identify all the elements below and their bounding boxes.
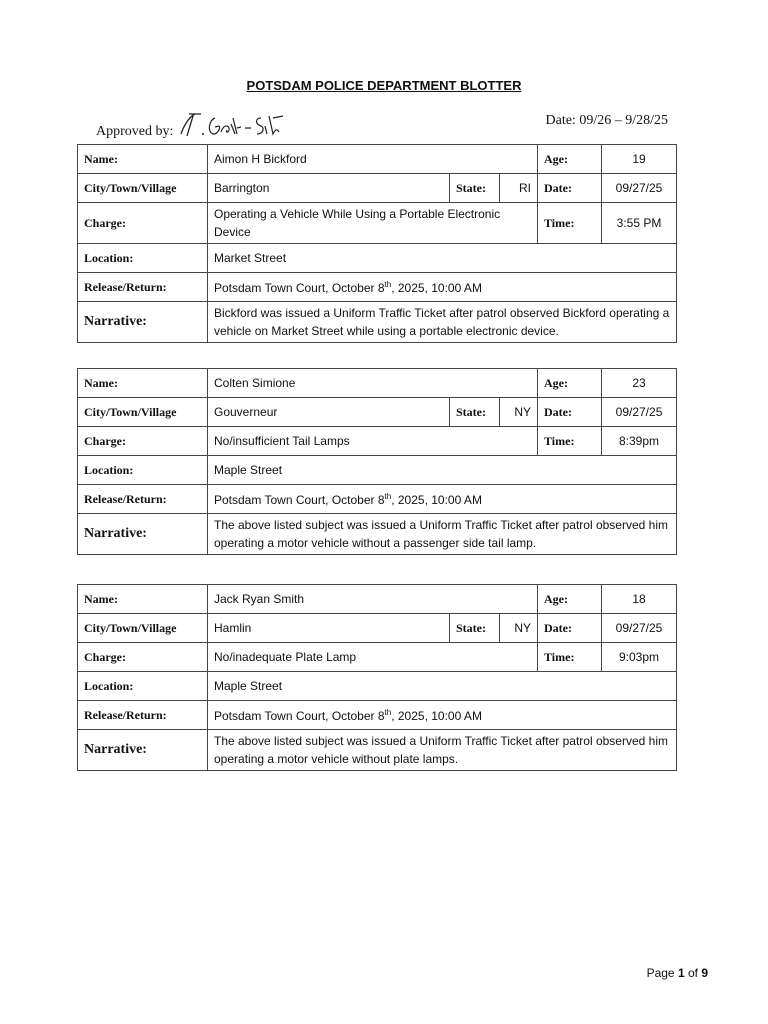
release-text-end: , 2025, 10:00 AM bbox=[391, 280, 482, 295]
date-value: 09/27/25 bbox=[602, 398, 677, 427]
state-label: State: bbox=[450, 398, 500, 427]
approved-label: Approved by: bbox=[96, 124, 174, 139]
city-value: Hamlin bbox=[208, 614, 450, 643]
release-text: Potsdam Town Court, October 8 bbox=[214, 708, 385, 723]
release-sup: th bbox=[384, 491, 392, 501]
location-value: Market Street bbox=[208, 244, 677, 273]
city-value: Gouverneur bbox=[208, 398, 450, 427]
time-label: Time: bbox=[538, 427, 602, 456]
name-label: Name: bbox=[78, 585, 208, 614]
location-label: Location: bbox=[78, 244, 208, 273]
page-current: 1 bbox=[677, 966, 685, 980]
age-value: 19 bbox=[602, 145, 677, 174]
city-value: Barrington bbox=[208, 174, 450, 203]
release-value bbox=[208, 273, 677, 302]
release-text-end: , 2025, 10:00 AM bbox=[391, 492, 482, 507]
age-label: Age: bbox=[538, 585, 602, 614]
release-label: Release/Return: bbox=[78, 273, 208, 302]
page-of: of bbox=[684, 966, 702, 980]
name-label: Name: bbox=[78, 145, 208, 174]
release-sup: th bbox=[384, 707, 392, 717]
date-value: 09/27/25 bbox=[602, 614, 677, 643]
charge-value: Operating a Vehicle While Using a Portable Electronic Device bbox=[208, 203, 538, 244]
release-text: Potsdam Town Court, October 8 bbox=[214, 492, 385, 507]
blotter-record-3 bbox=[77, 584, 677, 771]
narrative-value: The above listed subject was issued a Uniform Traffic Ticket after patrol observed him operating a motor vehicle without plate lamps. bbox=[208, 730, 677, 771]
age-label: Age: bbox=[538, 369, 602, 398]
narrative-value: Bickford was issued a Uniform Traffic Ticket after patrol observed Bickford operating a vehicle on Market Street while using a portable electronic device. bbox=[208, 302, 677, 343]
time-label: Time: bbox=[538, 643, 602, 672]
charge-value: No/insufficient Tail Lamps bbox=[208, 427, 538, 456]
location-value: Maple Street bbox=[208, 672, 677, 701]
location-label: Location: bbox=[78, 456, 208, 485]
document-title: POTSDAM POLICE DEPARTMENT BLOTTER bbox=[246, 78, 522, 93]
narrative-value: The above listed subject was issued a Uniform Traffic Ticket after patrol observed him operating a motor vehicle without a passenger side tail lamp. bbox=[208, 514, 677, 555]
city-label: City/Town/Village bbox=[78, 398, 208, 427]
charge-label: Charge: bbox=[78, 203, 208, 244]
state-label: State: bbox=[450, 614, 500, 643]
release-label: Release/Return: bbox=[78, 701, 208, 730]
time-value: 9:03pm bbox=[602, 643, 677, 672]
approved-by bbox=[96, 110, 285, 140]
name-value: Jack Ryan Smith bbox=[208, 585, 538, 614]
page-number bbox=[647, 966, 708, 980]
name-label: Name: bbox=[78, 369, 208, 398]
state-value: NY bbox=[500, 398, 538, 427]
page-total: 9 bbox=[701, 966, 708, 980]
release-label: Release/Return: bbox=[78, 485, 208, 514]
narrative-label: Narrative: bbox=[78, 730, 208, 771]
signature-icon bbox=[175, 110, 285, 140]
city-label: City/Town/Village bbox=[78, 614, 208, 643]
release-sup: th bbox=[384, 279, 392, 289]
age-label: Age: bbox=[538, 145, 602, 174]
blotter-record-2 bbox=[77, 368, 677, 555]
state-value: NY bbox=[500, 614, 538, 643]
narrative-label: Narrative: bbox=[78, 514, 208, 555]
release-value bbox=[208, 485, 677, 514]
time-label: Time: bbox=[538, 203, 602, 244]
charge-label: Charge: bbox=[78, 643, 208, 672]
date-value: 09/27/25 bbox=[602, 174, 677, 203]
charge-label: Charge: bbox=[78, 427, 208, 456]
name-value: Aimon H Bickford bbox=[208, 145, 538, 174]
state-label: State: bbox=[450, 174, 500, 203]
release-value bbox=[208, 701, 677, 730]
release-text-end: , 2025, 10:00 AM bbox=[391, 708, 482, 723]
release-text: Potsdam Town Court, October 8 bbox=[214, 280, 385, 295]
date-label: Date: bbox=[538, 174, 602, 203]
name-value: Colten Simione bbox=[208, 369, 538, 398]
location-label: Location: bbox=[78, 672, 208, 701]
city-label: City/Town/Village bbox=[78, 174, 208, 203]
age-value: 23 bbox=[602, 369, 677, 398]
time-value: 3:55 PM bbox=[602, 203, 677, 244]
state-value: RI bbox=[500, 174, 538, 203]
time-value: 8:39pm bbox=[602, 427, 677, 456]
narrative-label: Narrative: bbox=[78, 302, 208, 343]
location-value: Maple Street bbox=[208, 456, 677, 485]
charge-value: No/inadequate Plate Lamp bbox=[208, 643, 538, 672]
page-prefix: Page bbox=[646, 966, 678, 980]
date-label: Date: bbox=[538, 614, 602, 643]
date-label: Date: bbox=[538, 398, 602, 427]
blotter-record-1 bbox=[77, 144, 677, 343]
date-range: Date: 09/26 – 9/28/25 bbox=[545, 113, 668, 128]
age-value: 18 bbox=[602, 585, 677, 614]
